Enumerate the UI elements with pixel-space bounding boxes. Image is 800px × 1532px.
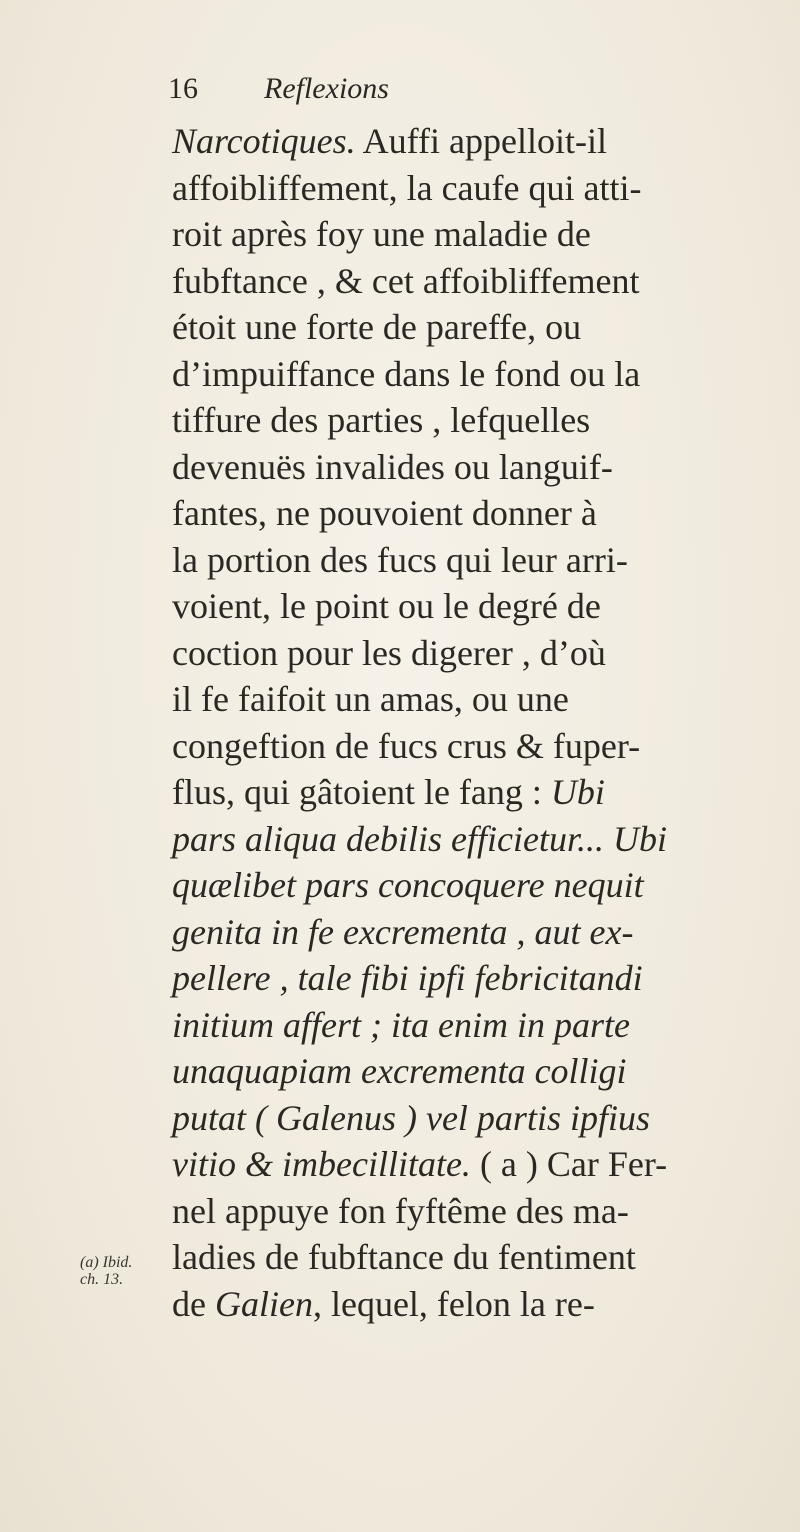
text-segment: coction pour les digerer , d’où [172,632,606,673]
text-segment: fubftance , & cet affoibliffement [172,260,640,301]
text-line [172,490,772,537]
text-line [172,1188,772,1235]
text-line [172,444,772,491]
text-segment: unaquapiam excrementa colligi [172,1051,627,1091]
text-segment: pellere , tale fibi ipfi febricitandi [172,958,643,998]
text-segment: vitio & imbecillitate. [172,1144,471,1184]
margin-note [80,1254,132,1288]
text-segment: initium affert ; ita enim in parte [172,1004,630,1045]
text-segment: quælibet pars concoquere nequit [172,865,644,905]
text-segment: Auffi appelloit-il [355,121,607,161]
text-segment: fantes, ne pouvoient donner à [172,493,597,533]
text-segment: Narcotiques. [172,121,356,161]
text-line [172,258,772,305]
text-segment: genita in fe excrementa , aut ex- [172,911,634,952]
text-segment: la portion des fucs qui leur arri- [172,539,628,580]
text-segment: nel appuye fon fyftême des ma- [172,1190,629,1231]
text-segment: affoibliffement, la caufe qui atti- [172,167,642,208]
text-line [172,630,772,677]
text-line [172,1048,772,1095]
text-segment: devenuës invalides ou languif- [172,446,613,487]
text-segment: Galien [214,1283,313,1324]
text-segment: Ubi [550,772,605,812]
text-segment: voient, le point ou le degré de [172,586,601,626]
text-line [172,816,772,863]
text-segment: pars aliqua debilis efficietur... Ubi [172,818,667,859]
text-segment: étoit une forte de pareffe, ou [172,307,582,347]
text-line [172,583,772,630]
margin-note-chapter: ch. 13. [80,1271,124,1288]
text-segment: ladies de fubftance du fentiment [172,1237,636,1277]
text-line [172,1002,772,1049]
text-line [172,537,772,584]
text-line [172,955,772,1002]
running-title: Reflexions [264,72,389,105]
text-segment: tiffure des parties , lefquelles [172,400,591,440]
page-number: 16 [168,72,198,105]
text-line [172,862,772,909]
text-line [172,1281,772,1328]
text-line [172,118,772,165]
text-line [172,769,772,816]
page-header [168,72,568,112]
text-line [172,723,772,770]
body-text [172,118,772,1327]
text-line [172,676,772,723]
text-segment: d’impuiffance dans le fond ou la [172,353,641,394]
text-segment: putat ( Galenus ) vel partis ipfius [172,1097,650,1138]
text-line [172,304,772,351]
text-line [172,397,772,444]
text-line [172,1095,772,1142]
text-segment: roit après foy une maladie de [172,214,591,254]
text-line [172,211,772,258]
text-line [172,165,772,212]
text-line [172,1234,772,1281]
text-segment: il fe faifoit un amas, ou une [172,679,569,719]
text-line [172,1141,772,1188]
text-segment: , lequel, felon la re- [312,1283,595,1324]
text-segment: flus, qui gâtoient le fang : [172,772,551,812]
text-segment: de [172,1283,215,1324]
text-line [172,351,772,398]
text-segment: congeftion de fucs crus & fuper- [172,725,641,766]
text-line [172,909,772,956]
text-segment: ( a ) Car Fer- [470,1144,668,1184]
margin-note-reference: (a) Ibid. [80,1254,133,1271]
